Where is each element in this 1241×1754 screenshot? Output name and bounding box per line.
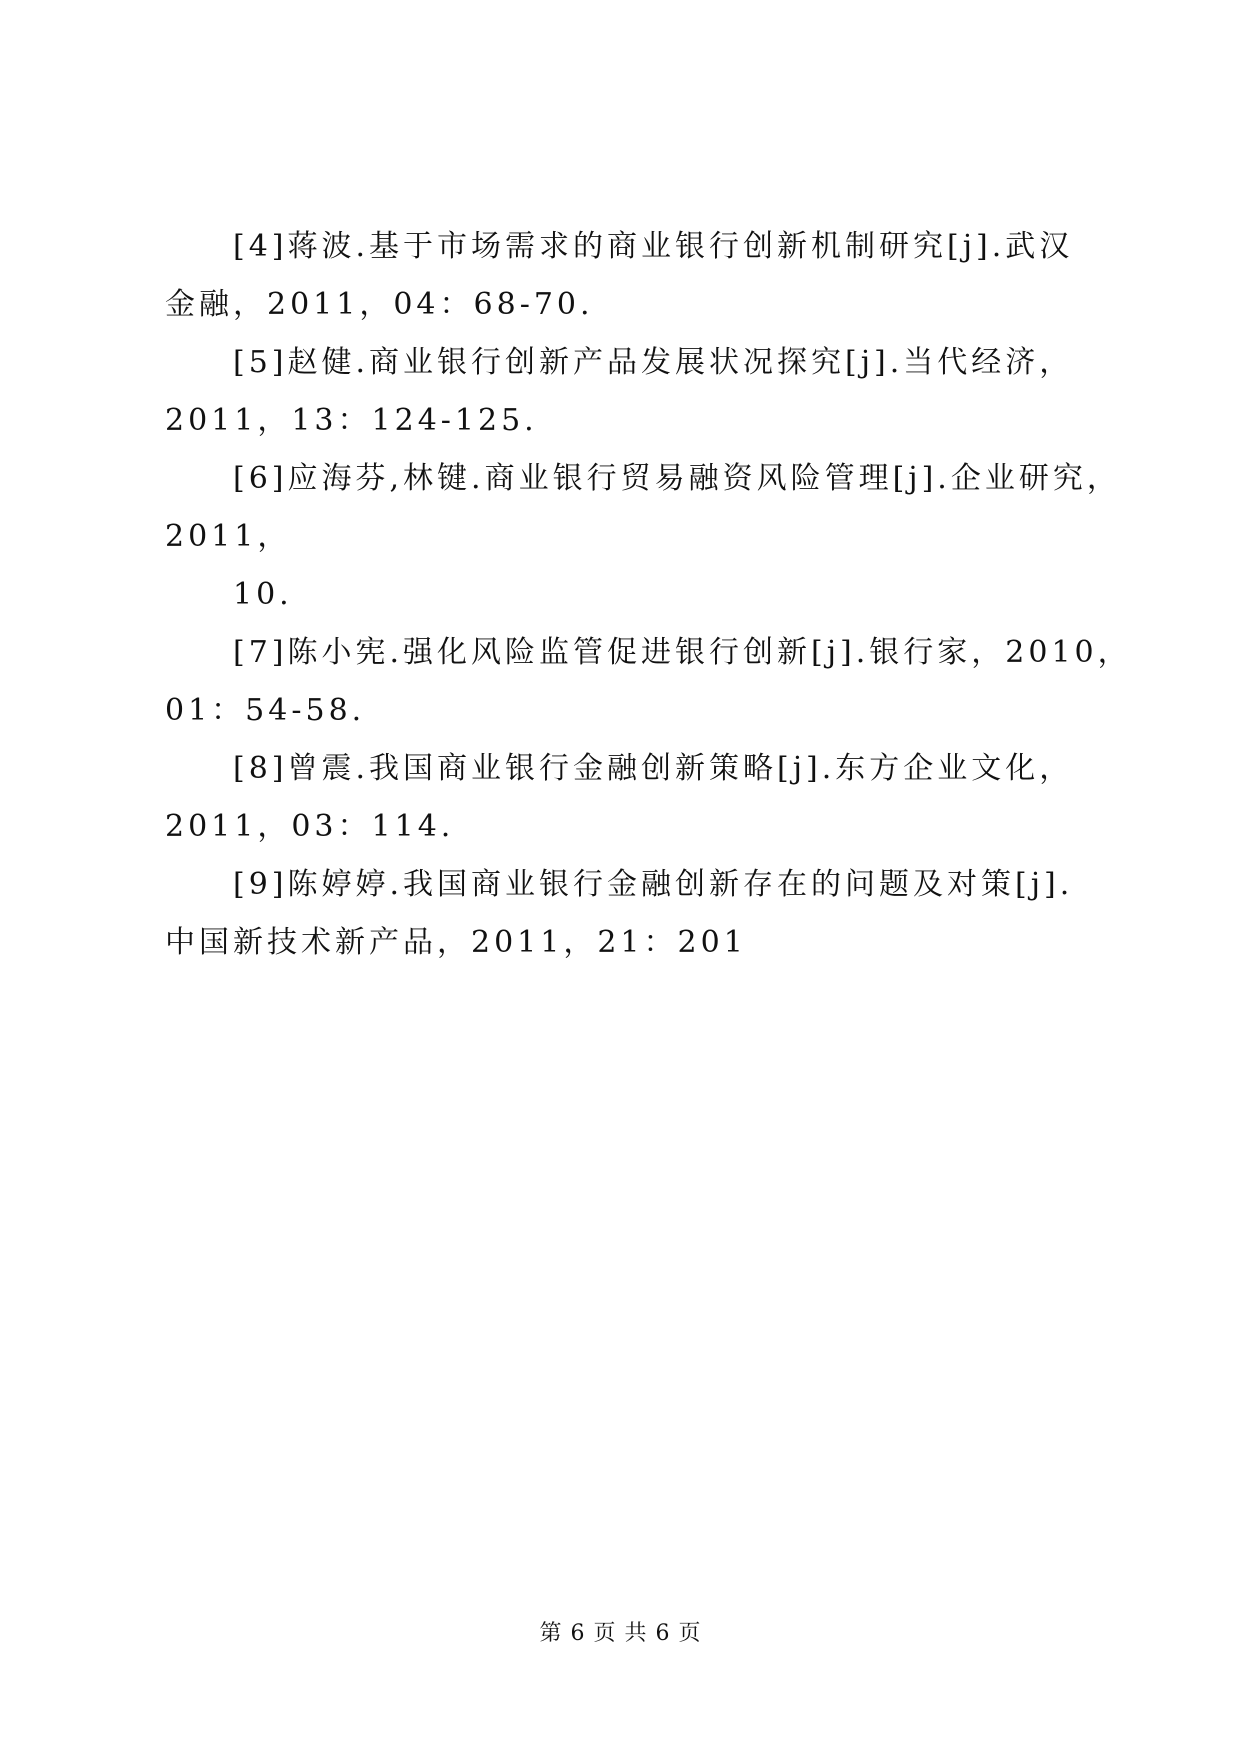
reference-line: [5]赵健.商业银行创新产品发展状况探究[j].当代经济，	[233, 345, 1074, 380]
reference-line: [6]应海芬,林键.商业银行贸易融资风险管理[j].企业研究，	[233, 461, 1121, 496]
reference-line: 2011，03：114.	[165, 809, 455, 844]
reference-line: [8]曾震.我国商业银行金融创新策略[j].东方企业文化，	[233, 751, 1074, 786]
reference-line: 10.	[233, 577, 293, 612]
reference-line: 中国新技术新产品，2011，21：201	[165, 925, 747, 960]
reference-line: 金融，2011，04：68-70.	[165, 287, 594, 322]
reference-item	[165, 635, 1132, 752]
reference-line: [9]陈婷婷.我国商业银行金融创新存在的问题及对策[j].	[233, 867, 1074, 902]
reference-line: 2011，13：124-125.	[165, 403, 538, 438]
reference-line: 2011，	[165, 519, 292, 554]
reference-item	[165, 230, 1105, 346]
reference-line: [7]陈小宪.强化风险监管促进银行创新[j].银行家，2010，	[233, 635, 1132, 670]
reference-item	[165, 346, 1105, 462]
reference-list	[165, 229, 1132, 984]
reference-item	[165, 461, 1121, 636]
page-number-footer: 第 6 页 共 6 页	[539, 1621, 702, 1646]
reference-line: 01：54-58.	[165, 693, 366, 728]
reference-item	[165, 868, 1105, 984]
reference-line: [4]蒋波.基于市场需求的商业银行创新机制研究[j].武汉	[233, 229, 1074, 264]
reference-item	[165, 752, 1105, 868]
